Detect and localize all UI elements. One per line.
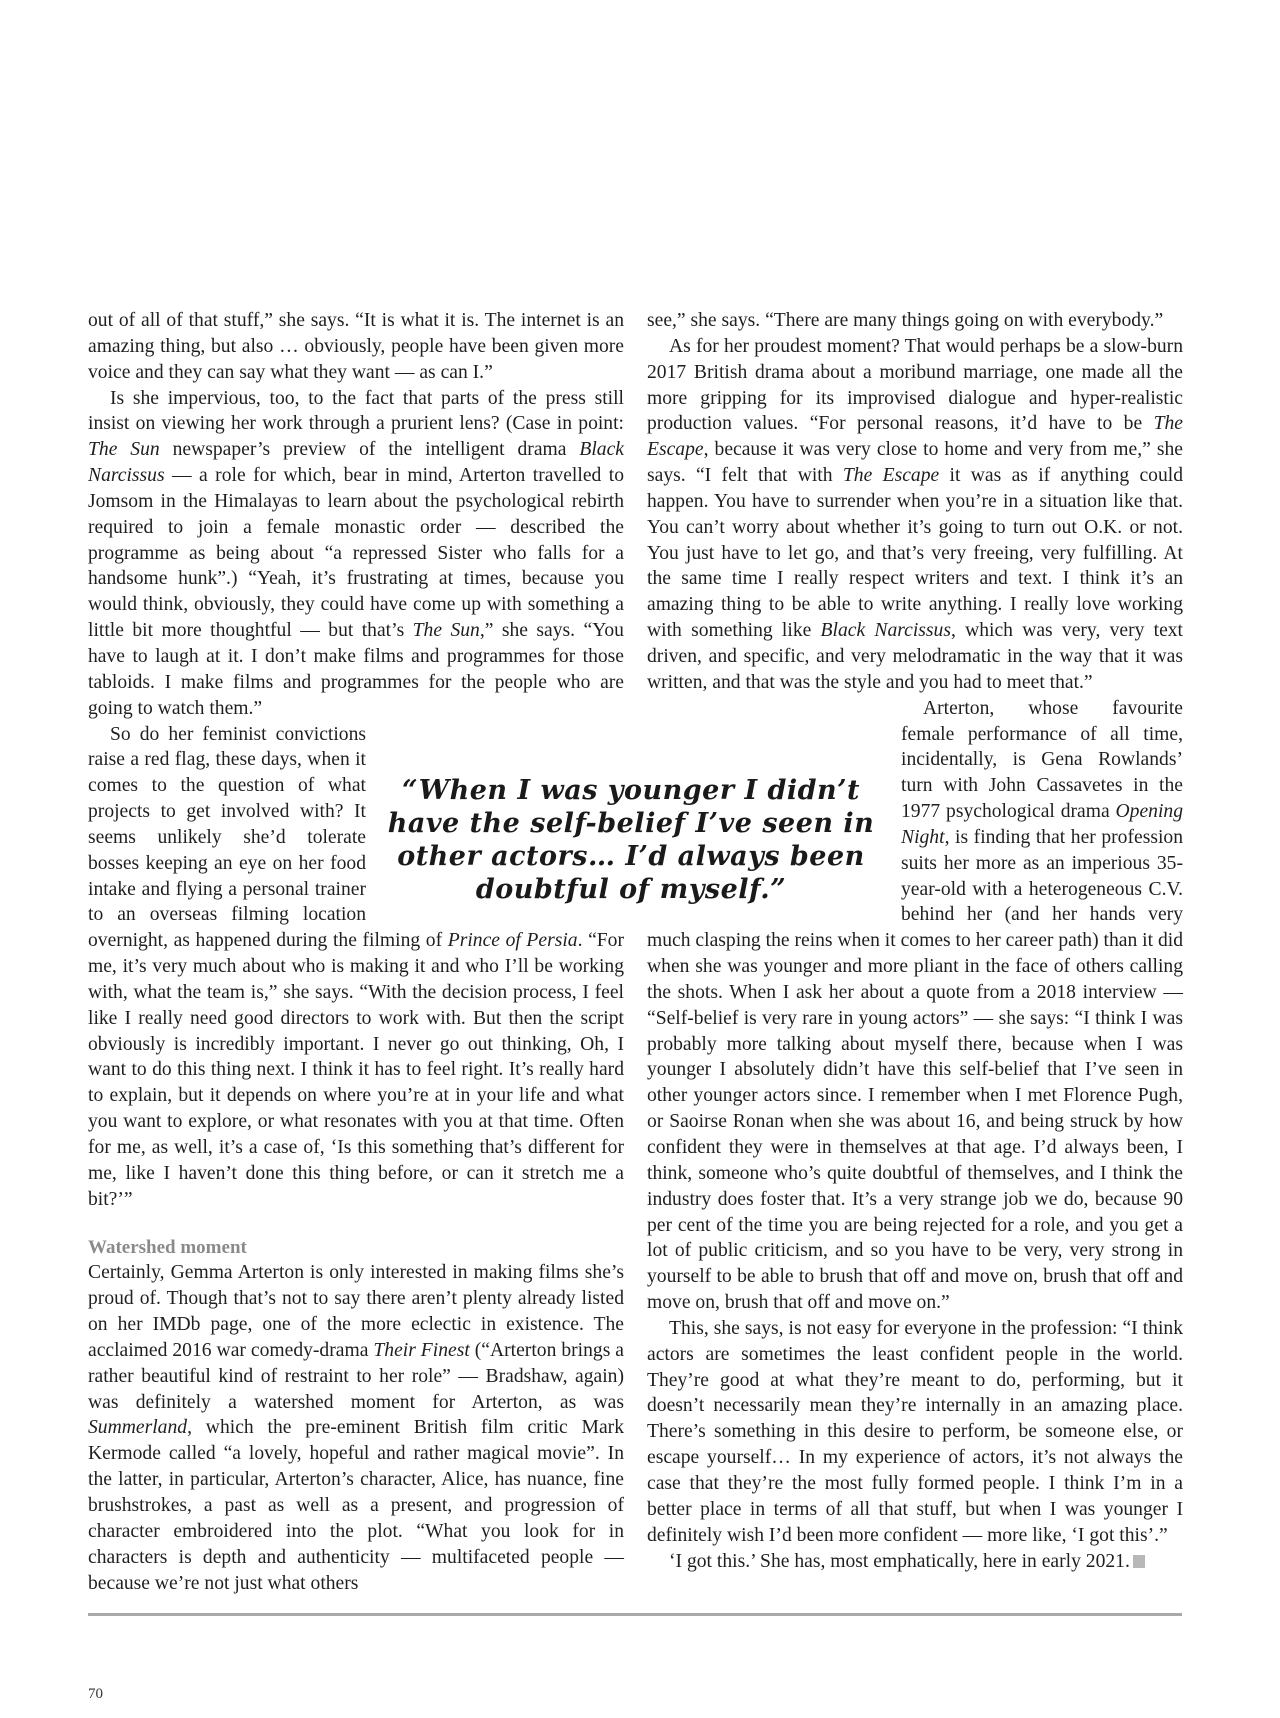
film-title: The Escape <box>842 465 940 487</box>
film-title: Summerland <box>88 1417 188 1439</box>
section-subhead: Watershed moment <box>88 1236 247 1258</box>
paragraph-text: it was as if anything could happen. You have to surrender when you’re in a situation like that. You can’t worry about whether it’s going to turn out O.K. or not. You just have to let go, and that’s very freeing, very fulfilling. At the same time I really respect writers and text. I think it’s an amazing thing to be able to write anything. I really love working with something like <box>647 465 1183 642</box>
paragraph-text: This, she says, is not easy for everyone in the profession: “I think actors are sometimes the least confident people in the world. They’re good at what they’re meant to do, performing, but it doesn’t necessarily mean they’re internally in an amazing place. There’s something in this desire to perform, be someone else, or escape yourself… In my experience of actors, it’s not always the case that they’re the most fully formed people. I think I’m in a better place in terms of all that stuff, but when I was younger I definitely wish I’d been more confident — more like, ‘I got this’.” <box>647 1317 1183 1546</box>
publication-title: The Sun <box>412 620 480 642</box>
film-title: Their Finest <box>373 1339 470 1361</box>
paragraph-text: Is she impervious, too, to the fact that parts of the press still insist on viewing her work through a prurient lens? (Case in point: <box>88 387 624 435</box>
page-number: 70 <box>88 1686 103 1702</box>
paragraph-text: see,” she says. “There are many things going on with everybody.” <box>647 310 1164 331</box>
end-mark-icon <box>1133 1555 1145 1568</box>
pull-quote: “When I was younger I didn’t have the self-belief I’ve seen in other actors… I’d always been doubtful of myself.” <box>387 775 875 905</box>
paragraph-text: — a role for which, bear in mind, Arterton travelled to Jomsom in the Himalayas to learn about the psychological rebirth required to join a female monastic order — described the programme as being about “a repressed Sister who falls for a handsome hunk”.) “Yeah, it’s frustrating at times, because you would think, obviously, they could have come up with something a little bit more thoughtful — but that’s <box>88 465 624 642</box>
right-column <box>647 308 1183 1574</box>
paragraph <box>88 386 624 722</box>
paragraph <box>647 1549 1183 1575</box>
film-title: Prince of Persia <box>447 930 578 952</box>
film-title: Black Narcissus <box>820 620 951 642</box>
left-column <box>88 308 624 1596</box>
paragraph-text: As for her proudest moment? That would perhaps be a slow-burn 2017 British drama about a moribund marriage, one made all the more gripping for its improvised dialogue and hyper-realistic production values. “For personal reasons, it’d have to be <box>647 335 1183 435</box>
paragraph-text: , because it was very close to home and very from me,” she says. “I felt that with <box>647 439 1183 487</box>
paragraph-text: , which was very, very text driven, and specific, and very melodramatic in the way that it was written, and that was the style and you had to meet that.” <box>647 620 1184 693</box>
paragraph-text: ‘I got this.’ She has, most emphatically, here in early 2021. <box>669 1550 1130 1572</box>
paragraph <box>88 308 624 386</box>
paragraph-text: out of all of that stuff,” she says. “It is what it is. The internet is an amazing thing, but also … obviously, people have been given more voice and they can say what they want — as can I.” <box>88 310 624 383</box>
paragraph-text: , which the pre-eminent British film critic Mark Kermode called “a lovely, hopeful and rather magical movie”. In the latter, in particular, Arterton’s character, Alice, has nuance, fine brushstrokes, a past as well as a present, and progression of character embroidered into the plot. “What you look for in characters is depth and authenticity — multifaceted people — because we’re not just what others <box>88 1417 624 1594</box>
footer-rule <box>88 1613 1182 1616</box>
paragraph-text: So do her feminist convictions raise a red flag, these days, when it comes to the question of what projects to get involved with? It seems unlikely she’d tolerate bosses keeping an eye on her food intake and flying a personal trainer to an overseas filming location overnight, as happened during the filming of <box>88 723 448 952</box>
paragraph-text: . “For me, it’s very much about who is making it and who I’ll be working with, what the team is,” she says. “With the decision process, I feel like I really need good directors to work with. But then the script obviously is incredibly important. I never go out thinking, Oh, I want to do this thing next. I think it has to feel right. It’s really hard to explain, but it depends on where you’re at in your life and what you want to explore, or what resonates with you at that time. Often for me, as well, it’s a case of, ‘Is this something that’s different for me, like I haven’t done this thing before, or can it stretch me a bit?’” <box>88 930 624 1210</box>
paragraph <box>647 334 1183 696</box>
paragraph-text: newspaper’s preview of the intelligent drama <box>159 439 580 461</box>
paragraph-text: , is finding that her profession suits her more as an imperious 35-year-old with a heterogeneous C.V. behind her (and her hands very much clasping the reins when it comes to her career path) than it did when she was younger and more pliant in the face of others calling the shots. When I ask her about a quote from a 2018 interview — “Self-belief is very rare in young actors” — she says: “I think I was probably more talking about myself there, because when I was younger I absolutely didn’t have this self-belief that I’ve seen in other younger actors since. I remember when I met Florence Pugh, or Saoirse Ronan when she was about 16, and being struck by how confident they were in themselves at that age. I’d always been, I think, someone who’s quite doubtful of themselves, and I think the industry does foster that. It’s a very strange job we do, because 90 per cent of the time you are being rejected for a role, and you get a lot of public criticism, and so you have to be very, very strong in yourself to be able to brush that off and move on, brush that off and move on, brush that off and move on.” <box>647 826 1183 1314</box>
paragraph-text: Arterton, whose favourite female performance of all time, incidentally, is Gena Rowlands’ turn with John Cassavetes in the 1977 psychological drama <box>901 697 1183 823</box>
paragraph <box>88 1260 624 1596</box>
publication-title: The Sun <box>88 439 160 461</box>
paragraph-text: ,” she says. “You have to laugh at it. I don’t make films and programmes for those tabloids. I make films and programmes for the people who are going to watch them.” <box>88 620 624 719</box>
paragraph <box>647 1316 1183 1549</box>
paragraph-text: Certainly, Gemma Arterton is only interested in making films she’s proud of. Though that’s not to say there aren’t plenty already listed on her IMDb page, one of the more eclectic in existence. The acclaimed 2016 war comedy-drama <box>88 1262 624 1361</box>
paragraph <box>647 308 1183 334</box>
paragraph-text: (“Arterton brings a rather beautiful kind of restraint to her role” — Bradshaw, again) was definitely a watershed moment for Arterton, as was <box>88 1339 624 1413</box>
film-title: Opening Night <box>901 801 1183 848</box>
film-title: Black Narcissus <box>88 439 624 487</box>
film-title: The Escape <box>647 413 1183 461</box>
